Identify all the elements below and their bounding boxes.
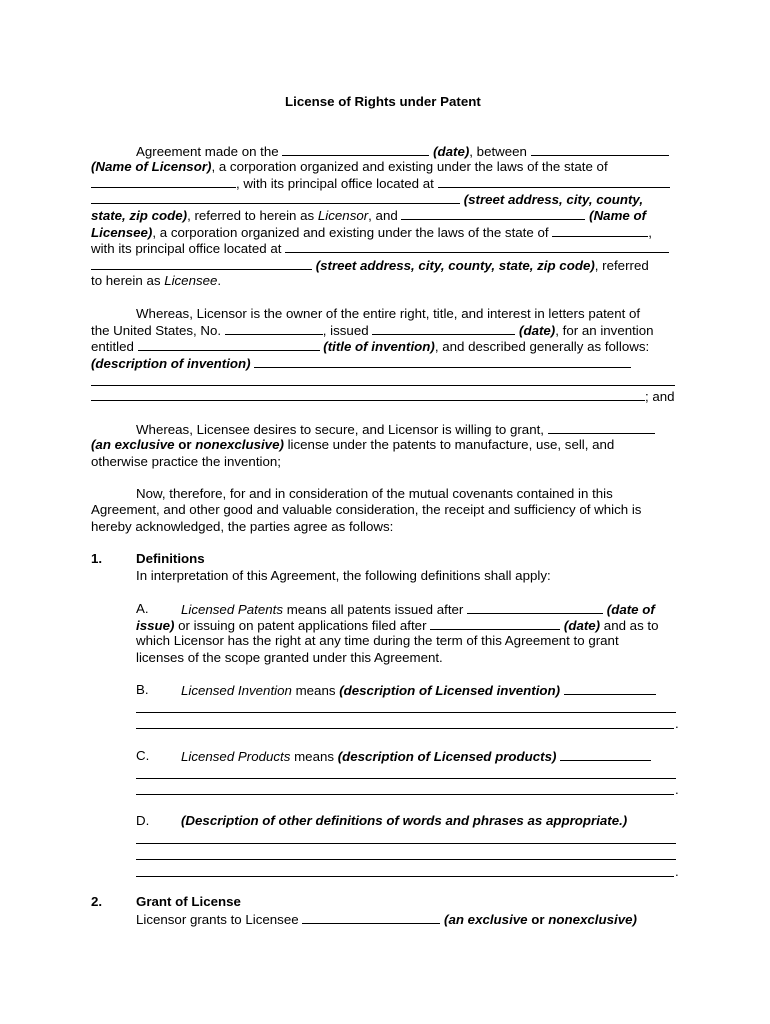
other-definitions-blank-2[interactable] xyxy=(136,859,676,860)
licensor-state-blank[interactable] xyxy=(91,175,236,188)
licensor-name-blank[interactable] xyxy=(531,143,669,156)
grant-license-blank[interactable] xyxy=(302,911,440,924)
date-blank[interactable] xyxy=(282,143,429,156)
licensee-address-blank-2[interactable] xyxy=(91,257,312,270)
section-1-heading: Definitions xyxy=(136,551,205,566)
patent-number-blank[interactable] xyxy=(225,322,323,335)
now-therefore-line-2: Agreement, and other good and valuable consideration, the receipt and sufficiency of which is xyxy=(91,502,642,517)
preamble-line-7: with its principal office located at xyxy=(91,240,669,257)
licensee-address-blank-1[interactable] xyxy=(285,240,669,253)
licensed-invention-blank-3[interactable] xyxy=(136,728,674,729)
patents-issued-after-blank[interactable] xyxy=(467,601,603,614)
licensed-products-blank-2[interactable] xyxy=(136,778,676,779)
invention-title-blank[interactable] xyxy=(138,338,320,351)
definition-b-period: . xyxy=(675,716,679,731)
definition-c-period: . xyxy=(675,782,679,797)
licensed-invention-blank-2[interactable] xyxy=(136,712,676,713)
section-2-heading: Grant of License xyxy=(136,894,241,909)
section-1-number: 1. xyxy=(91,551,103,566)
section-2-number: 2. xyxy=(91,894,103,909)
whereas-2-line-3: otherwise practice the invention; xyxy=(91,454,281,469)
preamble-line-6: Licensee), a corporation organized and existing under the laws of the state of , xyxy=(91,225,652,240)
licensed-products-blank-3[interactable] xyxy=(136,794,674,795)
whereas-2-line-2: (an exclusive or nonexclusive) license under the patents to manufacture, use, sell, and xyxy=(91,437,615,452)
licensor-address-blank-2[interactable] xyxy=(91,191,460,204)
whereas-1-line-3: entitled (title of invention), and described generally as follows: xyxy=(91,339,650,354)
whereas-2-line-1: Whereas, Licensee desires to secure, and Licensor is willing to grant, xyxy=(136,421,655,438)
applications-filed-after-blank[interactable] xyxy=(430,617,560,630)
definition-a-line-4: licenses of the scope granted under this Agreement. xyxy=(136,650,443,665)
preamble-line-8: (street address, city, county, state, zip code), referred xyxy=(91,257,649,274)
document-title: License of Rights under Patent xyxy=(285,94,481,109)
licensor-address-blank-1[interactable] xyxy=(438,175,670,188)
definition-d-letter: D. xyxy=(136,813,150,828)
licensee-name-blank[interactable] xyxy=(401,207,585,220)
license-type-blank[interactable] xyxy=(548,421,655,434)
preamble-line-2: (Name of Licensor), a corporation organized and existing under the laws of the state of xyxy=(91,159,608,174)
preamble-line-3: , with its principal office located at xyxy=(91,175,670,192)
preamble-line-5: state, zip code), referred to herein as Licensor, and (Name of xyxy=(91,208,647,223)
preamble-line-4: (street address, city, county, xyxy=(91,191,643,208)
definition-d-description: (Description of other definitions of words and phrases as appropriate.) xyxy=(181,813,628,828)
whereas-1-line-2: the United States, No. , issued (date), for an invention xyxy=(91,323,654,338)
definition-a-line-3: which Licensor has the right at any time during the term of this Agreement to grant xyxy=(136,633,619,648)
preamble-line-9: to herein as Licensee. xyxy=(91,273,222,288)
definition-b-line-1: Licensed Invention means (description of Licensed invention) xyxy=(181,682,656,699)
whereas-1-line-6: ; and xyxy=(91,388,675,405)
definition-d-period: . xyxy=(675,864,679,879)
other-definitions-blank-3[interactable] xyxy=(136,876,674,877)
whereas-1-line-4: (description of invention) xyxy=(91,355,631,372)
section-1-intro: In interpretation of this Agreement, the following definitions shall apply: xyxy=(136,568,551,583)
licensee-state-blank[interactable] xyxy=(552,224,648,237)
other-definitions-blank-1[interactable] xyxy=(136,843,676,844)
now-therefore-line-1: Now, therefore, for and in consideration of the mutual covenants contained in this xyxy=(136,486,613,501)
definition-a-line-2: issue) or issuing on patent applications filed after (date) and as to xyxy=(136,618,659,633)
definition-b-letter: B. xyxy=(136,682,149,697)
invention-description-blank-3[interactable] xyxy=(91,388,645,401)
definition-c-letter: C. xyxy=(136,748,150,763)
now-therefore-line-3: hereby acknowledged, the parties agree as follows: xyxy=(91,519,394,534)
licensed-invention-blank-1[interactable] xyxy=(564,682,656,695)
definition-c-line-1: Licensed Products means (description of Licensed products) xyxy=(181,748,651,765)
invention-description-blank-2[interactable] xyxy=(91,385,675,386)
preamble-line-1: Agreement made on the (date), between xyxy=(136,143,669,160)
definition-a-line-1: Licensed Patents means all patents issued after (date of xyxy=(181,602,655,617)
definition-a-letter: A. xyxy=(136,601,149,616)
issue-date-blank[interactable] xyxy=(372,322,515,335)
invention-description-blank-1[interactable] xyxy=(254,355,631,368)
whereas-1-line-1: Whereas, Licensor is the owner of the entire right, title, and interest in letters patent of xyxy=(136,306,641,321)
licensed-products-blank-1[interactable] xyxy=(560,748,651,761)
section-2-line-1: Licensor grants to Licensee (an exclusive or nonexclusive) xyxy=(136,912,637,927)
